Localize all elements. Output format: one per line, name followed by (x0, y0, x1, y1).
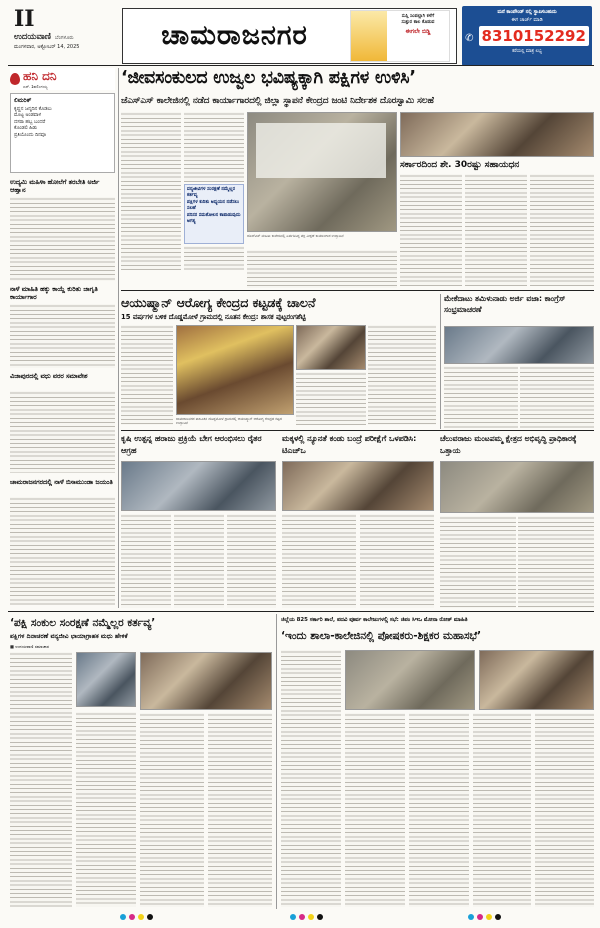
krishi-text-col1 (121, 514, 171, 608)
lead-bullet: ಪಕ್ಷಿಗಳ ಕುರಿತು ಅಧ್ಯಯನ ನಡೆಸಲು ಸಲಹೆ (187, 200, 240, 211)
govt-text-col3 (530, 174, 594, 286)
krishi-photo (121, 461, 276, 511)
lead-photo-2 (400, 112, 594, 157)
registration-marks-mid (290, 914, 323, 920)
column-logo (10, 68, 115, 90)
cheluvaraju-headline: ಚೆಲುವರಾಜು ಮಂಟಪಮ್ಮ ಕ್ಷೇತ್ರದ ಅಭಿವೃದ್ಧಿ ಪ್ರಾಧಿಕಾರಕ್ಕೆ ಒತ್ತಾಯ (440, 434, 577, 455)
limerick-line: ದಸರಾ ಹಬ್ಬ ಬಂದರೆ (14, 119, 46, 125)
ayush-headline: ಆಯುಷ್ಮಾನ್ ಆರೋಗ್ಯ ಕೇಂದ್ರದ ಕಟ್ಟಡಕ್ಕೆ ಚಾಲನೆ (121, 295, 316, 310)
bottom-left-text-col1 (10, 652, 72, 907)
limerick-line: ಕೊಂಡಲಿ ಹಿಡು (14, 126, 38, 132)
bottom-divider (276, 614, 277, 909)
krishi-text-col2 (174, 514, 224, 608)
left-story-4-head: ಚಾಮರಾಜನಗರದಲ್ಲಿ ನಾಳೆ ಬಿಸಾಮುಂಡಾ ಜಯಂತಿ (10, 478, 113, 486)
ayush-divider (440, 294, 441, 429)
city-title: ಚಾಮರಾಜನಗರ (161, 20, 308, 51)
limerick-line: ಕೃಷ್ಣನ ಜನ್ಮದಿನ ಕೊಡಲು (14, 107, 52, 112)
register-dot (495, 914, 501, 920)
drop-icon (10, 73, 20, 85)
lower-rule (8, 611, 594, 612)
ad-right (462, 6, 592, 66)
ad-mid-text3: ಈಗಲೇ ಬಿಡ್ಡಿ (405, 28, 431, 35)
ayush-text-col3 (368, 325, 436, 425)
lead-text-col2b (184, 246, 244, 270)
ayush-subhead: 15 ವರ್ಷಗಳ ಬಳಿಕ ದೊಡ್ಡಮೋಳೆ ಗ್ರಾಮದಲ್ಲಿ ನೂತನ ಕೇಂದ್ರ: ಶಾಸಕ ಪುಟ್ಟರಂಗಶೆಟ್ಟಿ (121, 313, 306, 321)
left-story-2-text (10, 304, 115, 368)
ad-phone: 8310152292 (479, 26, 589, 46)
register-dot (486, 914, 492, 920)
krishi-text-col3 (227, 514, 276, 608)
mekedatu-headline: ಮೇಕೆದಾಟು ತಮಿಳುನಾಡು ಅರ್ಜಿ ವಜಾ: ಕಾಂಗ್ರೆಸ್ ಸಂಭ್ರಮಾಚರಣೆ (444, 294, 566, 314)
byline: ■ ಉದಯವಾಣಿ ಸಮಾಚಾರ (10, 644, 50, 649)
lead-subhead: ಜೆಎಸ್ಎಸ್ ಕಾಲೇಜಿನಲ್ಲಿ ನಡೆದ ಕಾರ್ಯಾಗಾರದಲ್ಲಿ ಜಿಲ್ಲಾ ಸ್ಥಾಪನೆ ಕೇಂದ್ರದ ಜಂಟಿ ನಿರ್ದೇಶಕ ದೊರಸ್ವಾಮಿ ಸಲಹೆ (121, 96, 434, 106)
ad-mid-text1: ಸುಸ್ತಿ ಸಿಂಪಲ್ಲಾಗಿ ಕಳೆಗೆ (401, 14, 435, 19)
bottom-left-subhead: ಪಕ್ಷಿಗಳ ದಿನಾಚರಣೆ ವನ್ಯಜೀವಿ ಛಾಯಾಗ್ರಾಹಕ ಮಧು ಹೇಳಿಕೆ (10, 633, 128, 640)
left-story-4-text (10, 497, 115, 605)
issue-date: ಮಂಗಳವಾರ, ಅಕ್ಟೋಬರ್ 14, 2025 (14, 44, 80, 50)
register-dot (317, 914, 323, 920)
register-dot (468, 914, 474, 920)
bottom-right-text-col1 (281, 650, 341, 907)
krishi-headline: ಕೃಷಿ ಉತ್ಪನ್ನ ಹರಾಜು ಪ್ರಕ್ರಿಯೆ ಬೇಗ ಆರಂಭಿಸಲು ರೈತರ ಆಗ್ರಹ (121, 434, 262, 455)
lead-bullet: ಪರಿಸರ ಸಮತೋಲನ ಕಾಪಾಡುವುದು ಅಗತ್ಯ (187, 213, 241, 224)
govt-text-col1 (400, 174, 462, 286)
limerick-body (14, 107, 111, 139)
register-dot (138, 914, 144, 920)
lead-photo-caption: ಜೆಎಸ್ಎಸ್ ಮಹಿಳಾ ಕಾಲೇಜಿನಲ್ಲಿ ಏರ್ಪಡಿಸಿದ್ದ ಪಕ್ಷಿ ವೀಕ್ಷಣೆ ಕಾರ್ಯಾಗಾರ ಉದ್ಘಾಟನೆ (247, 234, 344, 238)
govt-headline: ಸರ್ಕಾರದಿಂದ ಶೇ. 30ರಷ್ಟು ಸಹಾಯಧನ (400, 160, 520, 170)
mid-rule (121, 430, 594, 431)
mekedatu-photo (444, 326, 594, 364)
register-dot (120, 914, 126, 920)
ad-right-text1: ಮನೆ ಕಾಂಪೌಂಡ್ ನಲ್ಲಿ ಸ್ಥಾಪಿಸಬಹುದು (497, 10, 557, 15)
mekedatu-text-col2 (520, 366, 594, 428)
bottom-left-text-col4 (208, 713, 272, 907)
bottom-right-photo-2 (479, 650, 594, 710)
lead-bullet: ವನ್ಯಜೀವಿಗಳ ಸಂರಕ್ಷಣೆ ನಮ್ಮೆಲ್ಲರ ಕರ್ತವ್ಯ (187, 187, 236, 198)
ad-mid (350, 10, 450, 62)
ad-right-text2: ಈಗ ಚಾರ್ಜ್ ಮಾಡಿ (511, 18, 543, 23)
govt-text-col2 (465, 174, 527, 286)
lead-headline: ‘ಜೀವಸಂಕುಲದ ಉಜ್ವಲ ಭವಿಷ್ಯಕ್ಕಾಗಿ ಪಕ್ಷಿಗಳ ಉಳಿಸಿ’ (121, 68, 416, 88)
left-story-3-head: ವಿಜಾಪುರದಲ್ಲಿ ವಧು ವರರ ಸಮಾವೇಶ (10, 372, 88, 380)
children-headline: ಮಕ್ಕಳಲ್ಲಿ ನ್ಯೂನತೆ ಕಂಡು ಬಂದ್ರೆ ಪರೀಕ್ಷೆಗೆ ಒಳಪಡಿಸಿ: ಟಿಎಚ್ಒ (282, 434, 417, 455)
bottom-left-text-col2 (76, 712, 136, 907)
masthead-left (14, 8, 119, 63)
bottom-left-text-col3 (140, 713, 204, 907)
cheluvaraju-photo (440, 461, 594, 513)
mekedatu-text-col1 (444, 366, 518, 428)
left-story-3-text (10, 391, 115, 473)
ayush-photo-2 (296, 325, 366, 370)
register-dot (147, 914, 153, 920)
limerick-title: ಲಿಮರಿಕ್ (14, 97, 32, 104)
register-dot (129, 914, 135, 920)
bottom-left-photo-1 (76, 652, 136, 707)
register-dot (299, 914, 305, 920)
ayush-photo (176, 325, 294, 415)
page-number: II (14, 6, 35, 32)
bottom-right-headline: ‘ಇಂದು ಶಾಲಾ-ಕಾಲೇಜಿನಲ್ಲಿ ಪೋಷಕರು-ಶಿಕ್ಷಕರ ಮಹಾಸಭೆ’ (281, 630, 482, 642)
left-story-1 (10, 178, 115, 194)
lead-text-col2a (184, 112, 244, 182)
registration-marks-right (468, 914, 501, 920)
register-dot (290, 914, 296, 920)
cheluvaraju-text-col2 (518, 516, 594, 608)
left-story-2-head: ನಾಳೆ ಮಾಹಿತಿ ಹಕ್ಕು ಕಾಯ್ದೆ ಕುರಿತು ಜಾಗೃತಿ ಕಾರ್ಯಾಗಾರ (10, 285, 98, 301)
lead-headline-wrap (121, 66, 597, 94)
left-story-1-text (10, 197, 115, 281)
children-text-col1 (282, 514, 356, 608)
cheluvaraju-text-col1 (440, 516, 516, 608)
bottom-right-text-col5 (535, 713, 594, 907)
registration-marks-left (120, 914, 153, 920)
limerick-box (10, 93, 115, 173)
column-author: ಎಸ್. ಶಿವಲಿಂಗಯ್ಯ (23, 84, 48, 89)
left-story-4 (10, 478, 115, 486)
bottom-right-text-col4 (473, 713, 531, 907)
ad-mid-graphic (351, 11, 387, 61)
phone-icon: ✆ (465, 33, 474, 44)
register-dot (308, 914, 314, 920)
bottom-right-kicker: ಜಿಲ್ಲೆಯ 825 ಸರ್ಕಾರಿ ಶಾಲೆ, ಪದವಿ ಪೂರ್ವ ಕಾಲೇಜುಗಳಲ್ಲಿ ಸಭೆ: ಜಿಪಂ ಸಿಇಒ ಮೋನಾ ರೋತ್ ಮಾಹಿತಿ (281, 617, 468, 623)
bottom-right-text-col3 (409, 713, 469, 907)
bottom-left-headline: ‘ಪಕ್ಷಿ ಸಂಕುಲ ಸಂರಕ್ಷಣೆ ನಮ್ಮೆಲ್ಲರ ಕರ್ತವ್ಯ’ (10, 617, 156, 629)
left-story-1-head: ಉದ್ಯಮಿ ಮಹಿಳಾ ಹೋಲೆಗೆ ತರಬೇತಿ ಅರ್ಜಿ ಆಹ್ವಾನ (10, 178, 100, 194)
children-photo (282, 461, 434, 511)
ad-right-text3: ಕರೆಯಲ್ಲಿ ಮಾತ್ರ ಲಭ್ಯ (512, 49, 542, 54)
register-dot (477, 914, 483, 920)
ayush-text-col1 (121, 325, 173, 425)
ad-mid-text2: ಸುತ್ತುರ ಕಾಲ ಕೊಡುವ (401, 20, 435, 25)
lead-photo-screen (256, 123, 386, 178)
lead-photo (247, 112, 397, 232)
ayush-text-col2 (296, 372, 366, 425)
left-story-2 (10, 285, 115, 301)
left-story-3 (10, 372, 115, 380)
children-text-col2 (360, 514, 434, 608)
edition-tag: ಬೆಂಗಳೂರು (54, 35, 74, 41)
lead-bottom-rule (121, 290, 594, 291)
left-column-divider (118, 68, 119, 608)
limerick-line: ಮೊಟ್ಟ ಅಂಡವಾಳ (14, 113, 42, 119)
lead-text-col3 (247, 250, 397, 288)
limerick-line: ಪ್ರತಿಯೊಂದು ದಿನವೂ (14, 132, 46, 138)
bottom-right-photo-1 (345, 650, 475, 710)
column-brand: ಹನಿ ದನಿ (23, 69, 57, 83)
paper-name: ಉದಯವಾಣಿ (14, 32, 51, 42)
bottom-right-text-col2 (345, 713, 405, 907)
lead-text-col1 (121, 112, 181, 270)
lead-bullets (184, 184, 244, 244)
bottom-left-photo-2 (140, 652, 272, 710)
ayush-photo-caption: ಚಾಮರಾಜನಗರ ತಾಲೂಕಿನ ದೊಡ್ಡಮೋಳೆ ಗ್ರಾಮದಲ್ಲಿ ಆಯುಷ್ಮಾನ್ ಆರೋಗ್ಯ ಕೇಂದ್ರದ ಕಟ್ಟಡ ಉದ್ಘಾಟನೆ (176, 417, 282, 426)
